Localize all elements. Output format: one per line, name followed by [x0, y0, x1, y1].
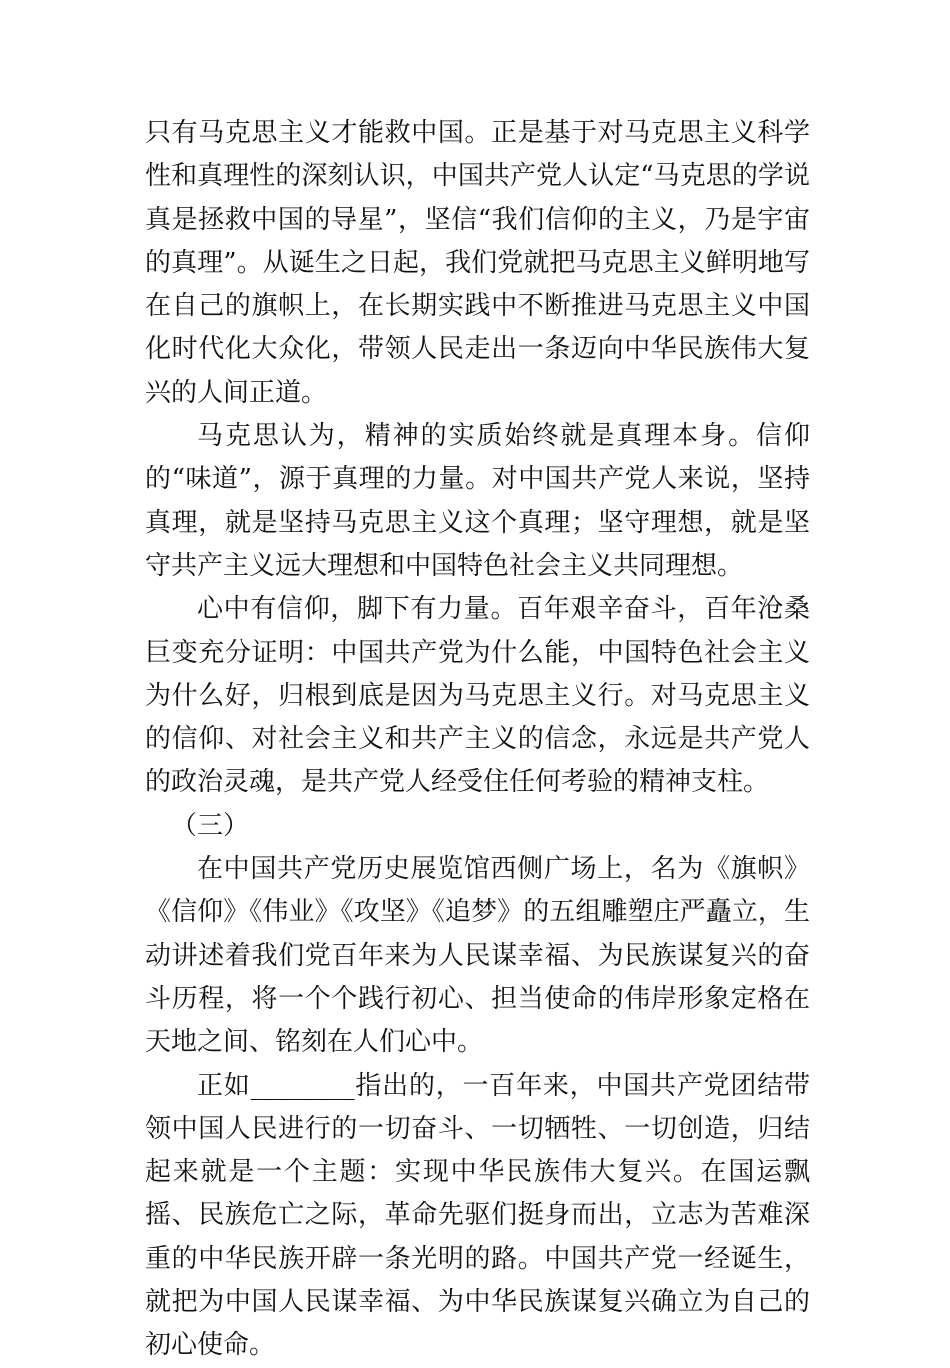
paragraph-national-rejuvenation: 正如________指出的，一百年来，中国共产党团结带领中国人民进行的一切奋斗、一切牺牲、一切创造，归结起来就是一个主题：实现中华民族伟大复兴。在国运飘摇、民族危亡之际，革命先驱们挺身而出，立志为苦难深重的中华民族开辟一条光明的路。中国共产党一经诞生，就把为中国人民谋幸福、为中华民族谋复兴确立为自己的初心使命。 [145, 1070, 810, 1361]
section-heading: （三） [171, 810, 250, 841]
document-body [145, 112, 810, 1368]
paragraph-faith-strength: 心中有信仰，脚下有力量。百年艰辛奋斗，百年沧桑巨变充分证明：中国共产党为什么能，中国特色社会主义为什么好，归根到底是因为马克思主义行。对马克思主义的信仰、对社会主义和共产主义的信念，永远是共产党人的政治灵魂，是共产党人经受住任何考验的精神支柱。 [145, 594, 810, 798]
paragraph-marx-spirit: 马克思认为，精神的实质始终就是真理本身。信仰的“味道”，源于真理的力量。对中国共产党人来说，坚持真理，就是坚持马克思主义这个真理；坚守理想，就是坚守共产主义远大理想和中国特色社会主义共同理想。 [145, 421, 810, 581]
paragraph-continuation: 只有马克思主义才能救中国。正是基于对马克思主义科学性和真理性的深刻认识，中国共产党人认定“马克思的学说真是拯救中国的导星”，坚信“我们信仰的主义，乃是宇宙的真理”。从诞生之日起，我们党就把马克思主义鲜明地写在自己的旗帜上，在长期实践中不断推进马克思主义中国化时代化大众化，带领人民走出一条迈向中华民族伟大复兴的人间正道。 [145, 118, 810, 408]
paragraph-sculptures: 在中国共产党历史展览馆西侧广场上，名为《旗帜》《信仰》《伟业》《攻坚》《追梦》的五组雕塑庄严矗立，生动讲述着我们党百年来为人民谋幸福、为民族谋复兴的奋斗历程，将一个个践行初心、担当使命的伟岸形象定格在天地之间、铭刻在人们心中。 [145, 854, 810, 1058]
